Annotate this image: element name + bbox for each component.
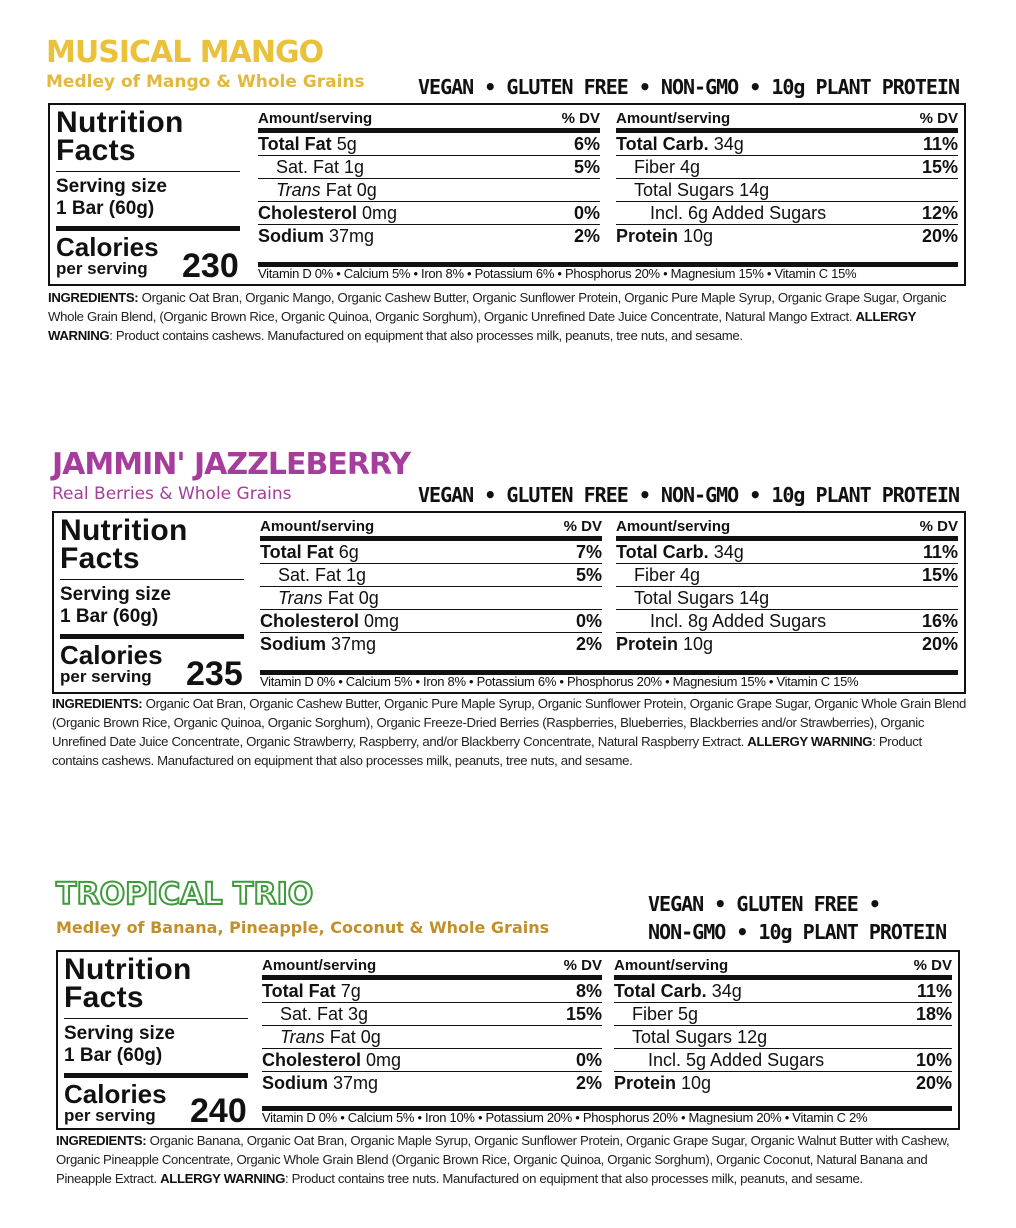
calories-label: Calories [64, 1079, 167, 1109]
nutrition-middle-column [262, 956, 602, 1095]
added-sugars-row: Incl. 6g Added Sugars 12% [616, 202, 958, 225]
cholesterol-row: Cholesterol 0mg 0% [262, 1050, 602, 1070]
nutrition-facts-heading: Nutrition Facts [56, 106, 184, 167]
serving-size-label: Serving size [60, 584, 171, 605]
ingredients-text: INGREDIENTS: Organic Oat Bran, Organic Mango, Organic Cashew Butter, Organic Sunflower Protein, Organic Pure Maple Syrup, Organic Grape Sugar, Organic Whole Grain Blend, (Organic Brown Rice, Organic Quinoa, Organic Sorghum), Organic Unrefined Date Juice Concentrate, Natural Mango Extract. ALLERGY WARNING: Product contains cashews. Manufactured on equipment that also processes milk, peanuts, tree nuts, and sesame. [48, 290, 947, 343]
total-sugars-row: Total Sugars 14g [616, 587, 958, 610]
product-claims: VEGAN • GLUTEN FREE • NON-GMO • 10g PLANT PROTEIN [648, 892, 947, 944]
amount-header: Amount/serving [260, 518, 375, 535]
serving-size-value: 1 Bar (60g) [60, 606, 159, 627]
nutrition-left-column [64, 952, 248, 1130]
nutrition-right-column: Amount/serving % DV Total Carb. 34g 11% Fiber 4g 15% Total Sugars 14g Incl. 8g Added Sugars 16% Protein 10g 20% [616, 518, 958, 654]
dv-header: % DV [563, 518, 602, 535]
product-subtitle: Real Berries & Whole Grains [52, 484, 292, 504]
nutrition-facts-panel [56, 950, 960, 1130]
calories-label: Calories [56, 232, 159, 262]
total-fat-row: Total Fat 5g 6% [258, 134, 600, 154]
sat-fat-row: Sat. Fat 3g 15% [262, 1003, 602, 1026]
product-title: JAMMIN' JAZZLEBERRY [52, 447, 411, 482]
calories-value: 235 [186, 655, 243, 693]
per-serving-label: per serving [60, 667, 152, 686]
per-serving-label: per serving [64, 1106, 156, 1125]
trans-fat-row: Trans Fat 0g [260, 587, 602, 610]
total-carb-row: Total Carb. 34g 11% [616, 542, 958, 562]
calories-value: 240 [190, 1092, 247, 1130]
sat-fat-row: Sat. Fat 1g 5% [260, 564, 602, 587]
sodium-row: Sodium 37mg 2% [258, 226, 600, 246]
total-carb-row: Total Carb. 34g 11% [616, 134, 958, 154]
nutrition-right-column: Amount/serving % DV Total Carb. 34g 11% Fiber 5g 18% Total Sugars 12g Incl. 5g Added Sugars 10% Protein 10g 20% [614, 957, 952, 1093]
fiber-row: Fiber 4g 15% [616, 156, 958, 179]
calories-value: 230 [182, 247, 239, 285]
ingredients-text: INGREDIENTS: Organic Oat Bran, Organic Cashew Butter, Organic Pure Maple Syrup, Organic Sunflower Protein, Organic Grape Sugar, Organic Whole Grain Blend (Organic Brown Rice, Organic Quinoa, Organic Sorghum), Organic Freeze-Dried Berries (Raspberries, Blueberries, Blackberries and/or Strawberries), Organic Unrefined Date Juice Concentrate, Organic Strawberry, Raspberry, and/or Blackberry Concentrate, Natural Raspberry Extract. ALLERGY WARNING: Product contains cashews. Manufactured on equipment that also processes milk, peanuts, tree nuts, and sesame. [52, 696, 966, 768]
calories-label: Calories [60, 640, 163, 670]
protein-row: Protein 10g 20% [614, 1073, 952, 1093]
total-fat-row: Total Fat 6g 7% [260, 542, 602, 562]
product-title: MUSICAL MANGO [46, 35, 324, 70]
serving-size-value: 1 Bar (60g) [56, 198, 155, 219]
product-title: TROPICAL TRIO [56, 877, 314, 912]
amount-header: Amount/serving [262, 957, 377, 974]
sat-fat-row: Sat. Fat 1g 5% [258, 156, 600, 179]
amount-header: Amount/serving [258, 110, 373, 127]
protein-row: Protein 10g 20% [616, 634, 958, 654]
product-subtitle: Medley of Banana, Pineapple, Coconut & Whole Grains [56, 918, 550, 937]
per-serving-label: per serving [56, 259, 148, 278]
added-sugars-row: Incl. 5g Added Sugars 10% [614, 1049, 952, 1072]
sodium-row: Sodium 37mg 2% [260, 634, 602, 654]
nutrition-right-column: Amount/serving % DV Total Carb. 34g 11% Fiber 4g 15% Total Sugars 14g Incl. 6g Added Sugars 12% Protein 10g 20% [616, 110, 958, 246]
total-sugars-row: Total Sugars 14g [616, 179, 958, 202]
vitamins-line: Vitamin D 0% • Calcium 5% • Iron 10% • Potassium 20% • Phosphorus 20% • Magnesium 20% • Vitamin C 2% [262, 1110, 868, 1125]
product-subtitle: Medley of Mango & Whole Grains [46, 72, 365, 92]
protein-row: Protein 10g 20% [616, 226, 958, 246]
product-claims: VEGAN • GLUTEN FREE • NON-GMO • 10g PLANT PROTEIN [418, 75, 960, 99]
sodium-row: Sodium 37mg 2% [262, 1073, 602, 1093]
total-sugars-row: Total Sugars 12g [614, 1026, 952, 1049]
added-sugars-row: Incl. 8g Added Sugars 16% [616, 610, 958, 633]
dv-header: % DV [563, 957, 602, 974]
serving-size-label: Serving size [56, 176, 167, 197]
product-claims: VEGAN • GLUTEN FREE • NON-GMO • 10g PLANT PROTEIN [418, 483, 960, 507]
nutrition-facts-heading: Nutrition Facts [64, 953, 192, 1014]
vitamins-line: Vitamin D 0% • Calcium 5% • Iron 8% • Potassium 6% • Phosphorus 20% • Magnesium 15% • Vitamin C 15% [260, 674, 859, 689]
dv-header: % DV [561, 110, 600, 127]
vitamins-line: Vitamin D 0% • Calcium 5% • Iron 8% • Potassium 6% • Phosphorus 20% • Magnesium 15% • Vitamin C 15% [258, 266, 857, 281]
cholesterol-row: Cholesterol 0mg 0% [260, 611, 602, 631]
trans-fat-row: Trans Fat 0g [262, 1026, 602, 1049]
serving-size-value: 1 Bar (60g) [64, 1045, 163, 1066]
cholesterol-row: Cholesterol 0mg 0% [258, 203, 600, 223]
fiber-row: Fiber 5g 18% [614, 1003, 952, 1026]
nutrition-facts-heading: Nutrition Facts [60, 514, 188, 575]
trans-fat-row: Trans Fat 0g [258, 179, 600, 202]
total-fat-row: Total Fat 7g 8% [262, 981, 602, 1001]
fiber-row: Fiber 4g 15% [616, 564, 958, 587]
total-carb-row: Total Carb. 34g 11% [614, 981, 952, 1001]
serving-size-label: Serving size [64, 1023, 175, 1044]
ingredients-text: INGREDIENTS: Organic Banana, Organic Oat Bran, Organic Maple Syrup, Organic Sunflower Protein, Organic Grape Sugar, Organic Walnut Butter with Cashew, Organic Pineapple Concentrate, Organic Whole Grain Blend (Organic Brown Rice, Organic Quinoa, Organic Sorghum), Organic Coconut, Natural Banana and Pineapple Extract. ALLERGY WARNING: Product contains tree nuts. Manufactured on equipment that also processes milk, peanuts, and sesame. [56, 1133, 950, 1186]
